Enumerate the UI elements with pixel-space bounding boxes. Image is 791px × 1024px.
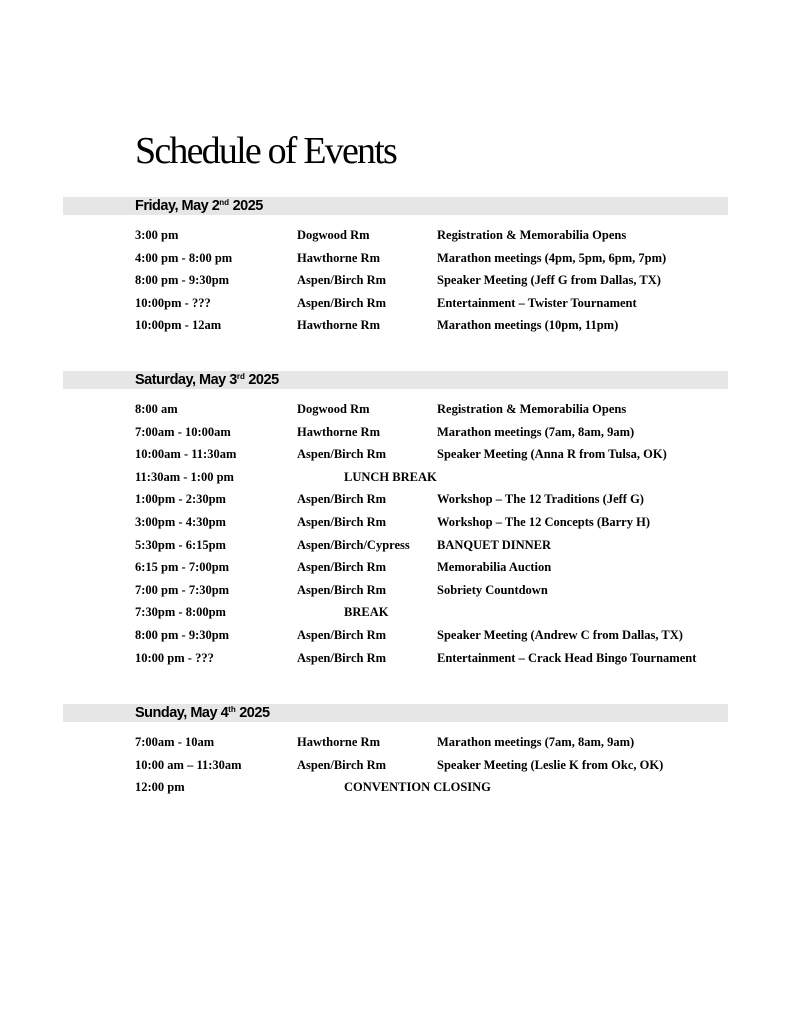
event-time: 10:00 pm - ???: [135, 650, 214, 665]
event-description: Workshop – The 12 Concepts (Barry H): [437, 515, 650, 529]
event-time: 10:00pm - ???: [135, 295, 211, 310]
event-room: Aspen/Birch Rm: [297, 582, 387, 597]
event-description: Marathon meetings (10pm, 11pm): [437, 318, 619, 333]
day-heading: [135, 704, 270, 722]
event-time: 5:30pm - 6:15pm: [135, 537, 226, 552]
event-room: Aspen/Birch Rm: [297, 447, 387, 462]
day-year: 2025: [244, 372, 279, 388]
event-room: Aspen/Birch Rm: [297, 560, 387, 575]
event-description: Entertainment – Crack Head Bingo Tournament: [437, 650, 697, 665]
page-title: Schedule of Events: [135, 130, 396, 172]
event-description: Speaker Meeting (Jeff G from Dallas, TX): [437, 273, 661, 288]
schedule-row: [0, 292, 791, 314]
event-description: Speaker Meeting (Andrew C from Dallas, TX): [437, 628, 683, 642]
event-time: 10:00 am – 11:30am: [135, 757, 242, 772]
event-room: Dogwood Rm: [297, 228, 370, 242]
day-name: Saturday, May 3: [135, 372, 237, 388]
day-name: Friday, May 2: [135, 198, 220, 214]
schedule-row: [0, 579, 791, 601]
schedule-row: [0, 224, 791, 246]
event-description: Registration & Memorabilia Opens: [437, 228, 627, 242]
schedule-row: [0, 647, 791, 669]
event-time: 11:30am - 1:00 pm: [135, 469, 234, 484]
schedule-row: [0, 398, 791, 420]
schedule-row: [0, 556, 791, 578]
schedule-row: [0, 776, 791, 798]
event-time: 7:00 pm - 7:30pm: [135, 582, 230, 597]
event-room: Hawthorne Rm: [297, 318, 380, 333]
schedule-row: [0, 601, 791, 623]
event-room: Aspen/Birch/Cypress: [297, 537, 410, 552]
schedule-row: [0, 421, 791, 443]
event-time: 3:00pm - 4:30pm: [135, 515, 226, 529]
schedule-row: [0, 624, 791, 646]
event-room: Aspen/Birch Rm: [297, 650, 387, 665]
event-description: Marathon meetings (7am, 8am, 9am): [437, 735, 635, 749]
schedule-row: [0, 314, 791, 336]
schedule-row: [0, 488, 791, 510]
event-description: Entertainment – Twister Tournament: [437, 295, 637, 310]
event-time: 7:30pm - 8:00pm: [135, 605, 226, 620]
day-heading: [135, 197, 263, 215]
event-time: 10:00pm - 12am: [135, 318, 222, 333]
event-time: 7:00am - 10:00am: [135, 424, 231, 439]
event-time: 8:00 pm - 9:30pm: [135, 628, 230, 642]
schedule-row: [0, 731, 791, 753]
event-room: Aspen/Birch Rm: [297, 757, 387, 772]
event-time: 6:15 pm - 7:00pm: [135, 560, 230, 575]
schedule-row: [0, 511, 791, 533]
event-time: 10:00am - 11:30am: [135, 447, 237, 462]
schedule-row: [0, 443, 791, 465]
event-time: 1:00pm - 2:30pm: [135, 492, 226, 507]
event-time: 7:00am - 10am: [135, 735, 215, 749]
day-heading: [135, 371, 279, 389]
event-description: Sobriety Countdown: [437, 582, 548, 597]
event-room: Aspen/Birch Rm: [297, 273, 387, 288]
event-description: Registration & Memorabilia Opens: [437, 402, 627, 416]
event-room: Aspen/Birch Rm: [297, 515, 387, 529]
event-description: Speaker Meeting (Leslie K from Okc, OK): [437, 757, 664, 772]
event-room: Hawthorne Rm: [297, 735, 380, 749]
schedule-row: [0, 269, 791, 291]
event-description: Memorabilia Auction: [437, 560, 552, 575]
event-description: Speaker Meeting (Anna R from Tulsa, OK): [437, 447, 667, 462]
day-year: 2025: [235, 705, 270, 721]
event-room: Hawthorne Rm: [297, 250, 380, 265]
day-ordinal: rd: [236, 372, 245, 381]
day-name: Sunday, May 4: [135, 705, 229, 721]
schedule-row: [0, 466, 791, 488]
event-description: BANQUET DINNER: [437, 537, 552, 552]
event-description: Marathon meetings (4pm, 5pm, 6pm, 7pm): [437, 250, 667, 265]
event-note: BREAK: [344, 605, 389, 620]
day-ordinal: th: [228, 705, 236, 714]
event-time: 4:00 pm - 8:00 pm: [135, 250, 233, 265]
event-time: 12:00 pm: [135, 780, 185, 795]
day-ordinal: nd: [219, 198, 230, 207]
event-note: LUNCH BREAK: [344, 469, 437, 484]
event-room: Hawthorne Rm: [297, 424, 380, 439]
event-time: 8:00 am: [135, 402, 178, 416]
event-room: Aspen/Birch Rm: [297, 628, 387, 642]
event-room: Dogwood Rm: [297, 402, 370, 416]
schedule-row: [0, 754, 791, 776]
event-time: 3:00 pm: [135, 228, 179, 242]
event-note: CONVENTION CLOSING: [344, 780, 491, 795]
day-year: 2025: [229, 198, 263, 214]
event-time: 8:00 pm - 9:30pm: [135, 273, 230, 288]
event-description: Workshop – The 12 Traditions (Jeff G): [437, 492, 644, 507]
event-description: Marathon meetings (7am, 8am, 9am): [437, 424, 635, 439]
event-room: Aspen/Birch Rm: [297, 492, 387, 507]
schedule-row: [0, 534, 791, 556]
schedule-row: [0, 247, 791, 269]
event-room: Aspen/Birch Rm: [297, 295, 387, 310]
